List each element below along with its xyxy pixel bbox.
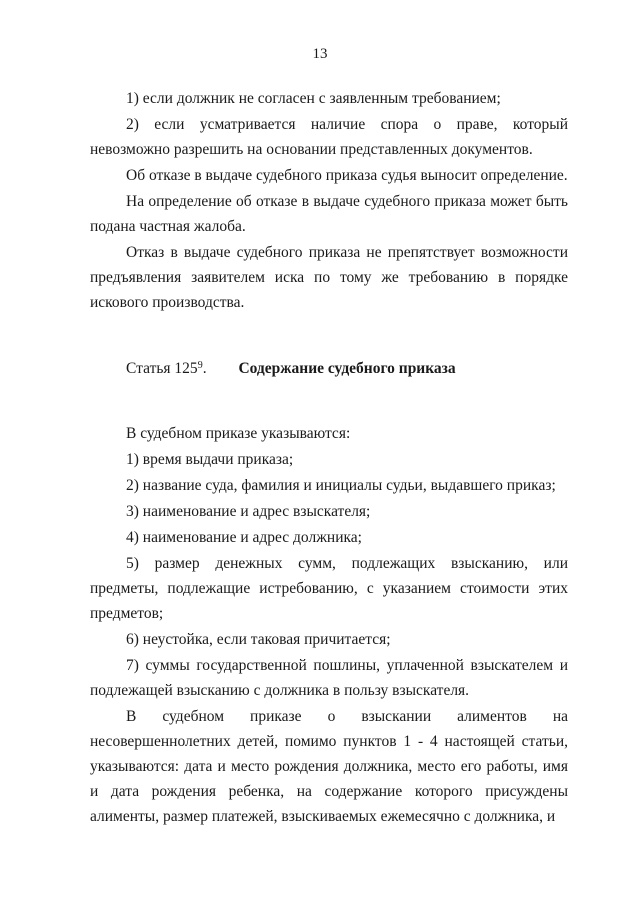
article-label-suffix: . <box>202 360 207 377</box>
paragraph-appeal: На определение об отказе в выдаче судебного приказа может быть подана частная жалоба. <box>90 193 568 235</box>
paragraph-alimony: В судебном приказе о взыскании алиментов на несовершеннолетних детей, помимо пунктов 1 - 4 настоящей статьи, указываются: дата и место рождения должника, место его работы, имя и дата рождения ребенка, на содержание которого присуждены алименты, размер платежей, взыскиваемых ежемесячно с должника, и <box>90 708 568 825</box>
article-superscript: 9 <box>197 360 203 371</box>
article-label: Статья 125 <box>126 360 198 377</box>
article-heading <box>90 356 568 381</box>
list-item: 3) наименование и адрес взыскателя; <box>126 503 371 520</box>
list-item: 6) неустойка, если таковая причитается; <box>126 631 391 648</box>
list-item: 5) размер денежных сумм, подлежащих взысканию, или предметы, подлежащие истребованию, с указанием стоимости этих предметов; <box>90 555 568 622</box>
list-item: 4) наименование и адрес должника; <box>126 529 362 546</box>
document-body <box>90 86 568 830</box>
list-item: 1) время выдачи приказа; <box>126 451 294 468</box>
paragraph-intro: В судебном приказе указываются: <box>126 425 351 442</box>
list-item: 7) суммы государственной пошлины, уплаченной взыскателем и подлежащей взысканию с должника в пользу взыскателя. <box>90 657 568 699</box>
list-item: 2) название суда, фамилия и инициалы судьи, выдавшего приказ; <box>126 477 556 494</box>
paragraph-refusal-ruling: Об отказе в выдаче судебного приказа судья выносит определение. <box>126 167 568 184</box>
paragraph-item-1: 1) если должник не согласен с заявленным требованием; <box>126 90 501 107</box>
paragraph-item-2: 2) если усматривается наличие спора о праве, который невозможно разрешить на основании представленных документов. <box>90 116 568 158</box>
article-title: Содержание судебного приказа <box>238 360 456 377</box>
paragraph-no-obstacle: Отказ в выдаче судебного приказа не препятствует возможности предъявления заявителем иска по тому же требованию в порядке искового производства. <box>90 244 568 311</box>
page-number: 13 <box>312 46 328 62</box>
